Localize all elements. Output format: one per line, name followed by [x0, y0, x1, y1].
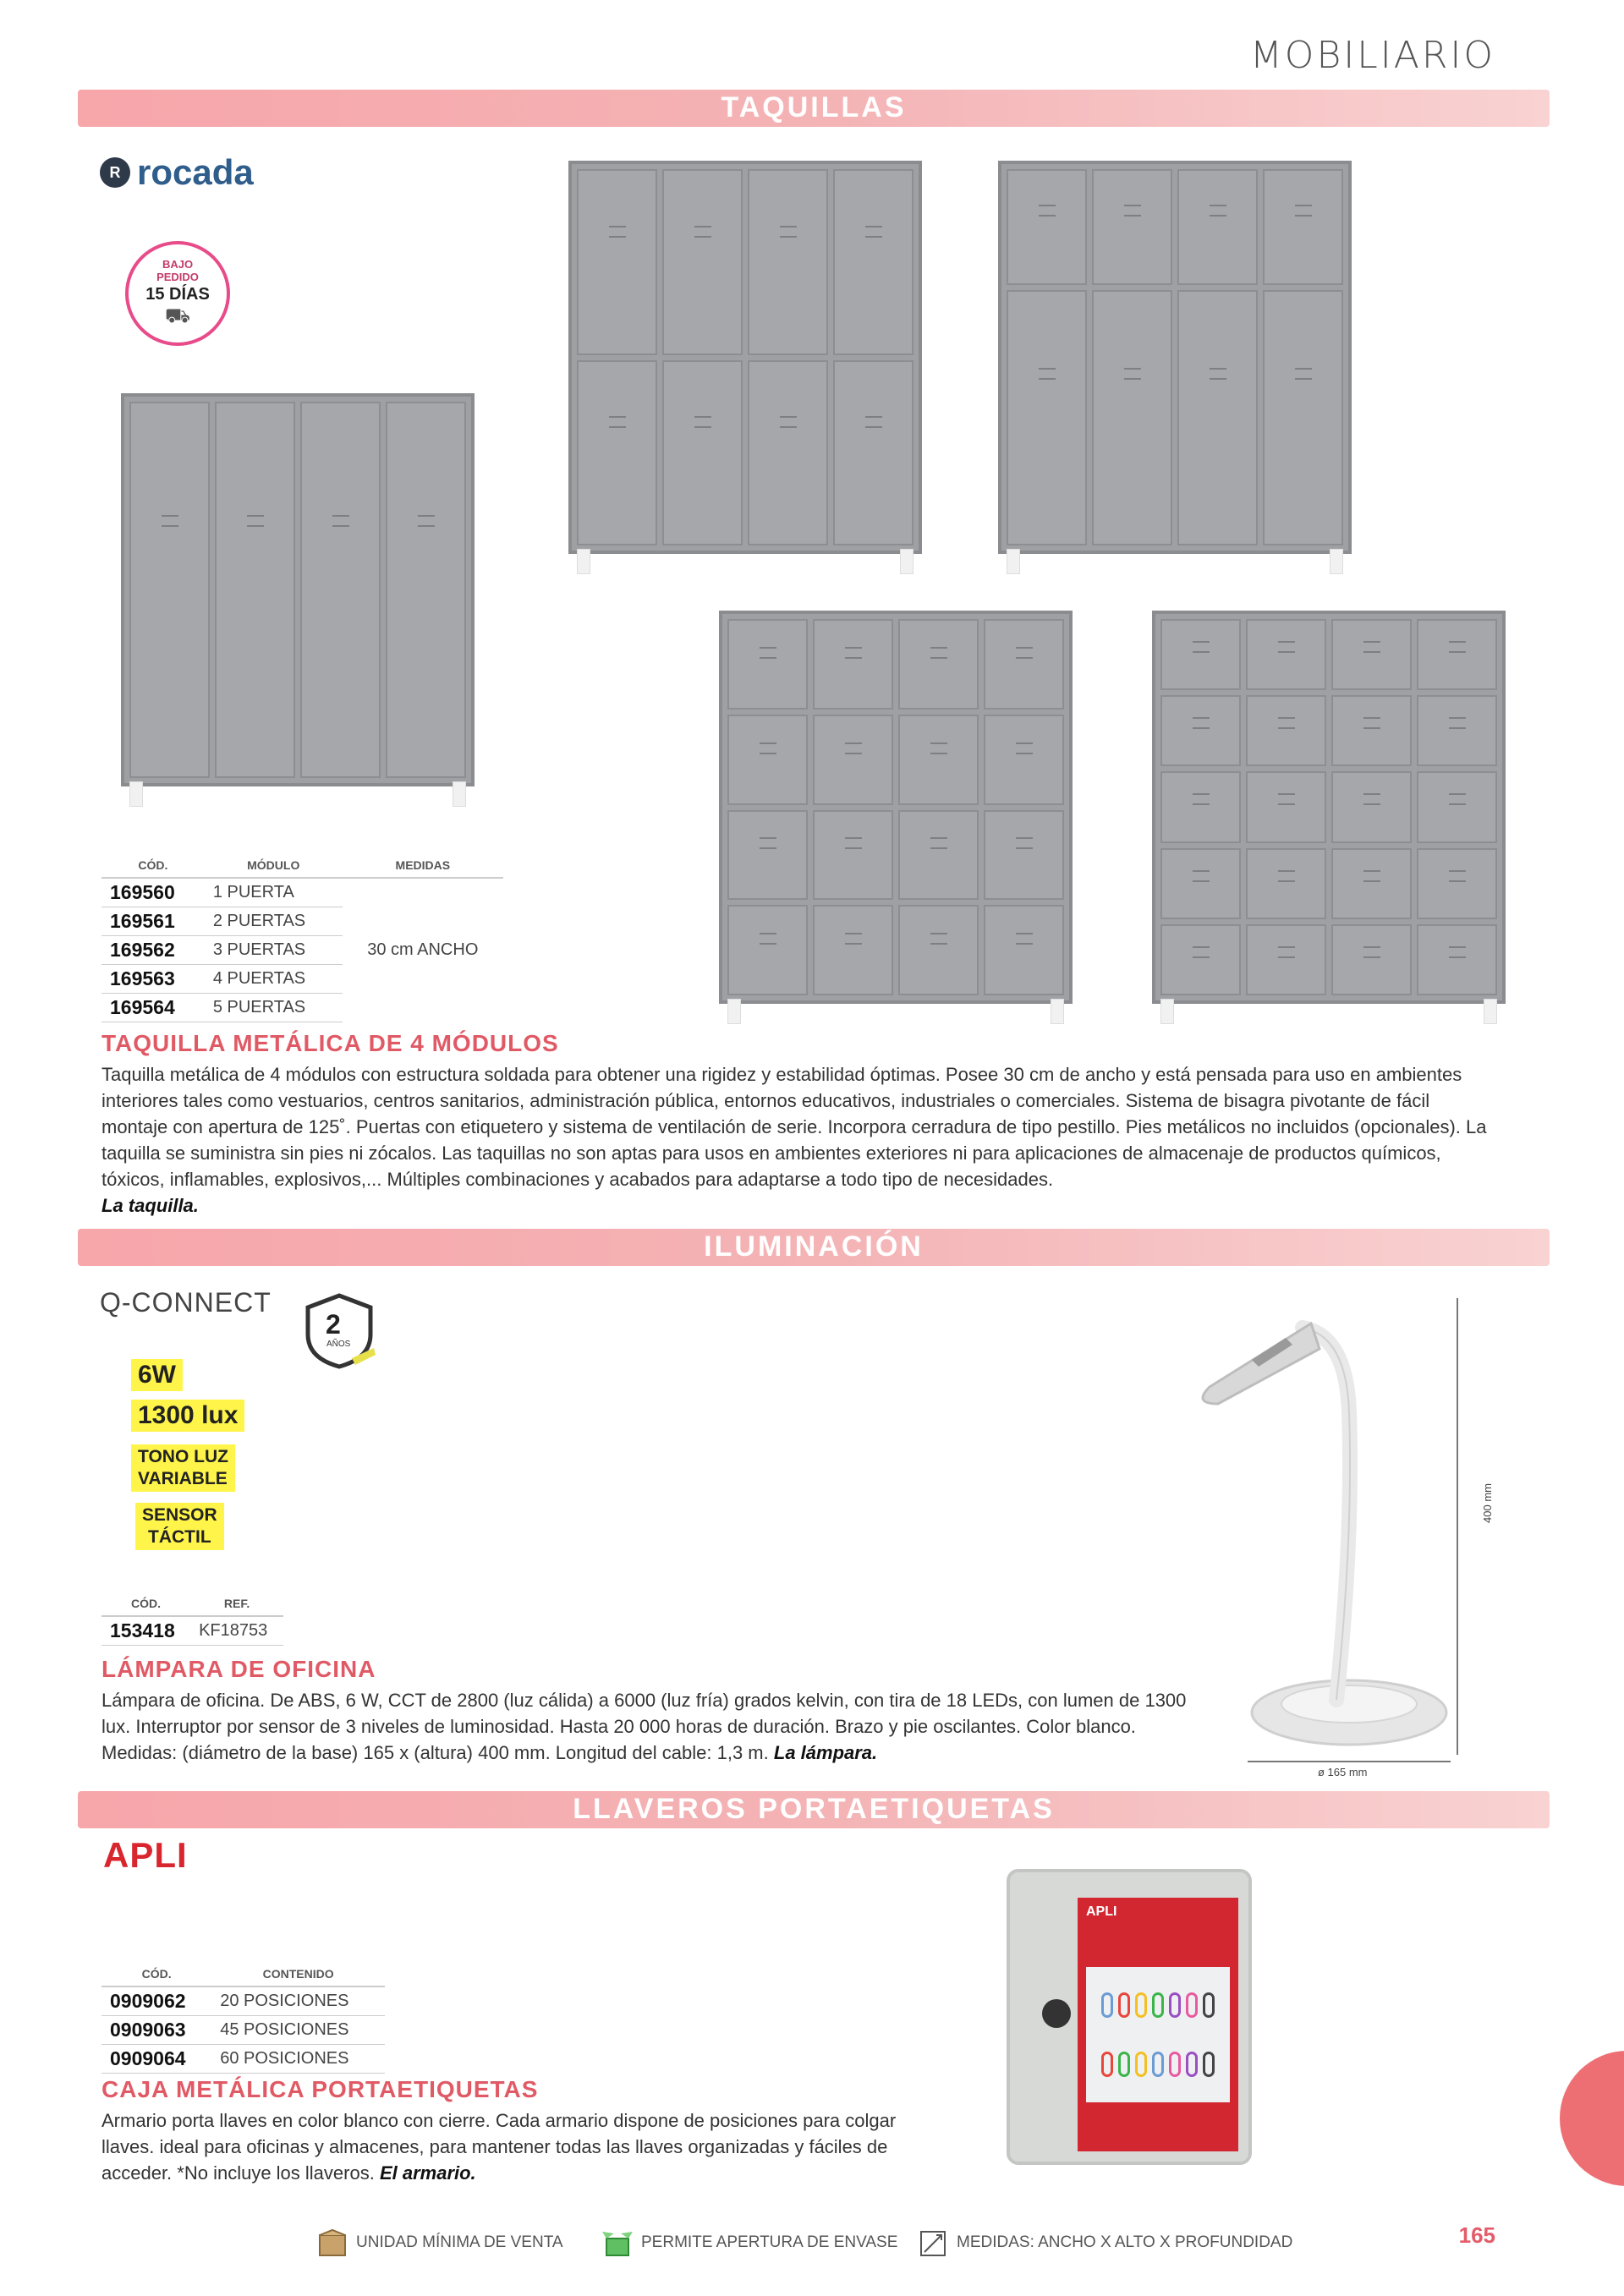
table-row: 169564 5 PUERTAS	[102, 994, 503, 1022]
keybox-description	[102, 2107, 914, 2186]
col-header-code: CÓD.	[102, 858, 205, 878]
table-row: 153418 KF18753	[102, 1616, 283, 1646]
table-row: 169563 4 PUERTAS	[102, 965, 503, 994]
lamp-code-table	[102, 1597, 283, 1646]
category-title: MOBILIARIO	[1249, 34, 1495, 77]
badge-days: 15 DÍAS	[145, 285, 210, 304]
warranty-label: AÑOS	[326, 1340, 351, 1349]
table-row: 0909062 20 POSICIONES	[102, 1986, 385, 2016]
feature-sensor: SENSOR TÁCTIL	[135, 1503, 224, 1550]
locker-description-text: Taquilla metálica de 4 módulos con estructura soldada para obtener una rigidez y estabilidad óptimas. Posee 30 cm de ancho y está pensada para uso en ambientes interiores tales como vestuarios, centros sanitarios, administración pública, entornos educativos, industriales o comerciales. Sistema de bisagra pivotante de fácil montaje con apertura de 125˚. Puertas con etiquetero y sistema de ventilación de serie. Incorpora cerradura de tipo pestillo. Pies metálicos no incluidos (opcionales). La taquilla se suministra sin pies ni zócalos. Las taquillas no son aptas para usos en ambientes exteriores ni para aplicaciones de almacenaje de productos químicos, tóxicos, inflamables, explosivos,... Múltiples combinaciones y acabados para adaptarse a todo tipo de necesidades.	[102, 1064, 1487, 1190]
footer-dims: MEDIDAS: ANCHO X ALTO X PROFUNDIDAD	[918, 2228, 1292, 2257]
locker-4x4-image	[719, 611, 1073, 1004]
locker-4x2-tall-image	[998, 161, 1352, 554]
locker-4x1-image	[121, 393, 475, 786]
col-header-measure: MEDIDAS	[343, 858, 503, 878]
warranty-years: 2	[326, 1309, 341, 1340]
table-row: 0909063 45 POSICIONES	[102, 2016, 385, 2045]
locker-description	[102, 1061, 1489, 1219]
keybox-code-table	[102, 1967, 385, 2074]
section-band-lighting	[78, 1229, 1550, 1266]
col-header-code: CÓD.	[102, 1597, 190, 1616]
rocada-logo-text: rocada	[137, 152, 254, 192]
feature-watt: 6W	[131, 1359, 183, 1391]
col-header-ref: REF.	[190, 1597, 283, 1616]
locker-4x2-image	[568, 161, 922, 554]
height-dimension-label: 400 mm	[1480, 1483, 1494, 1523]
base-dimension-label: ø 165 mm	[1318, 1766, 1368, 1778]
keybox-product-title: CAJA METÁLICA PORTAETIQUETAS	[102, 2076, 539, 2102]
apli-logo: APLI	[103, 1835, 188, 1875]
height-dimension-line	[1457, 1298, 1458, 1755]
table-row: 169562 3 PUERTAS	[102, 936, 503, 965]
footer-unit: UNIDAD MÍNIMA DE VENTA	[317, 2228, 563, 2257]
dimensions-icon	[918, 2228, 948, 2257]
feature-tone: TONO LUZ VARIABLE	[131, 1444, 235, 1492]
badge-line1: BAJO	[162, 258, 194, 271]
table-row: 0909064 60 POSICIONES	[102, 2045, 385, 2074]
badge-line2: PEDIDO	[156, 271, 199, 283]
desk-lamp-image	[1159, 1285, 1489, 1776]
section-title: TAQUILLAS	[721, 91, 907, 123]
footer-open: PERMITE APERTURA DE ENVASE	[602, 2228, 897, 2257]
col-header-module: MÓDULO	[205, 858, 343, 878]
keybox-description-text: Armario porta llaves en color blanco con cierre. Cada armario dispone de posiciones para colgar llaves. ideal para oficinas y almacenes, para mantener todas las llaves organizadas y fáciles de acceder. *No incluye los llaveros.	[102, 2110, 897, 2184]
col-header-code: CÓD.	[102, 1967, 211, 1986]
page-number: 165	[1458, 2222, 1495, 2248]
lamp-description	[102, 1687, 1201, 1766]
side-tab-circle	[1560, 2051, 1624, 2186]
section-title: ILUMINACIÓN	[704, 1230, 924, 1263]
locker-unit: La taquilla.	[102, 1195, 199, 1216]
locker-product-title: TAQUILLA METÁLICA DE 4 MÓDULOS	[102, 1030, 559, 1056]
key-cabinet-window	[1086, 1967, 1230, 2102]
base-dimension-line	[1248, 1761, 1451, 1762]
key-cabinet-image	[1007, 1869, 1252, 2165]
keybox-unit: El armario.	[379, 2162, 476, 2184]
section-band-keyrings	[78, 1791, 1550, 1828]
section-band-lockers	[78, 90, 1550, 127]
truck-icon: ⛟	[164, 304, 191, 327]
rocada-mark-icon: R	[100, 157, 130, 188]
lamp-product-title: LÁMPARA DE OFICINA	[102, 1656, 376, 1682]
feature-lux: 1300 lux	[131, 1400, 244, 1432]
qconnect-logo: Q-CONNECT	[100, 1287, 272, 1318]
box-icon	[317, 2228, 348, 2257]
lamp-unit: La lámpara.	[773, 1742, 878, 1763]
lock-icon	[1042, 1999, 1071, 2028]
locker-4x5-image	[1152, 611, 1506, 1004]
table-row: 169561 2 PUERTAS	[102, 907, 503, 936]
lamp-description-text: Lámpara de oficina. De ABS, 6 W, CCT de 2800 (luz cálida) a 6000 (luz fría) grados kelvin, con tira de 18 LEDs, con lumen de 1300 lux. Interruptor por sensor de 3 niveles de luminosidad. Hasta 20 000 horas de duración. Brazo y pie oscilantes. Color blanco. Medidas: (diámetro de la base) 165 x (altura) 400 mm. Longitud del cable: 1,3 m.	[102, 1690, 1187, 1763]
col-header-content: CONTENIDO	[211, 1967, 385, 1986]
table-row: 169560 1 PUERTA 30 cm ANCHO	[102, 878, 503, 907]
section-title: LLAVEROS PORTAETIQUETAS	[573, 1793, 1055, 1825]
on-demand-badge	[125, 241, 230, 346]
open-box-icon	[602, 2228, 633, 2257]
key-cabinet-brand: APLI	[1086, 1904, 1117, 1919]
rocada-logo	[100, 152, 254, 193]
measure-cell: 30 cm ANCHO	[367, 940, 479, 960]
locker-code-table	[102, 858, 503, 1022]
